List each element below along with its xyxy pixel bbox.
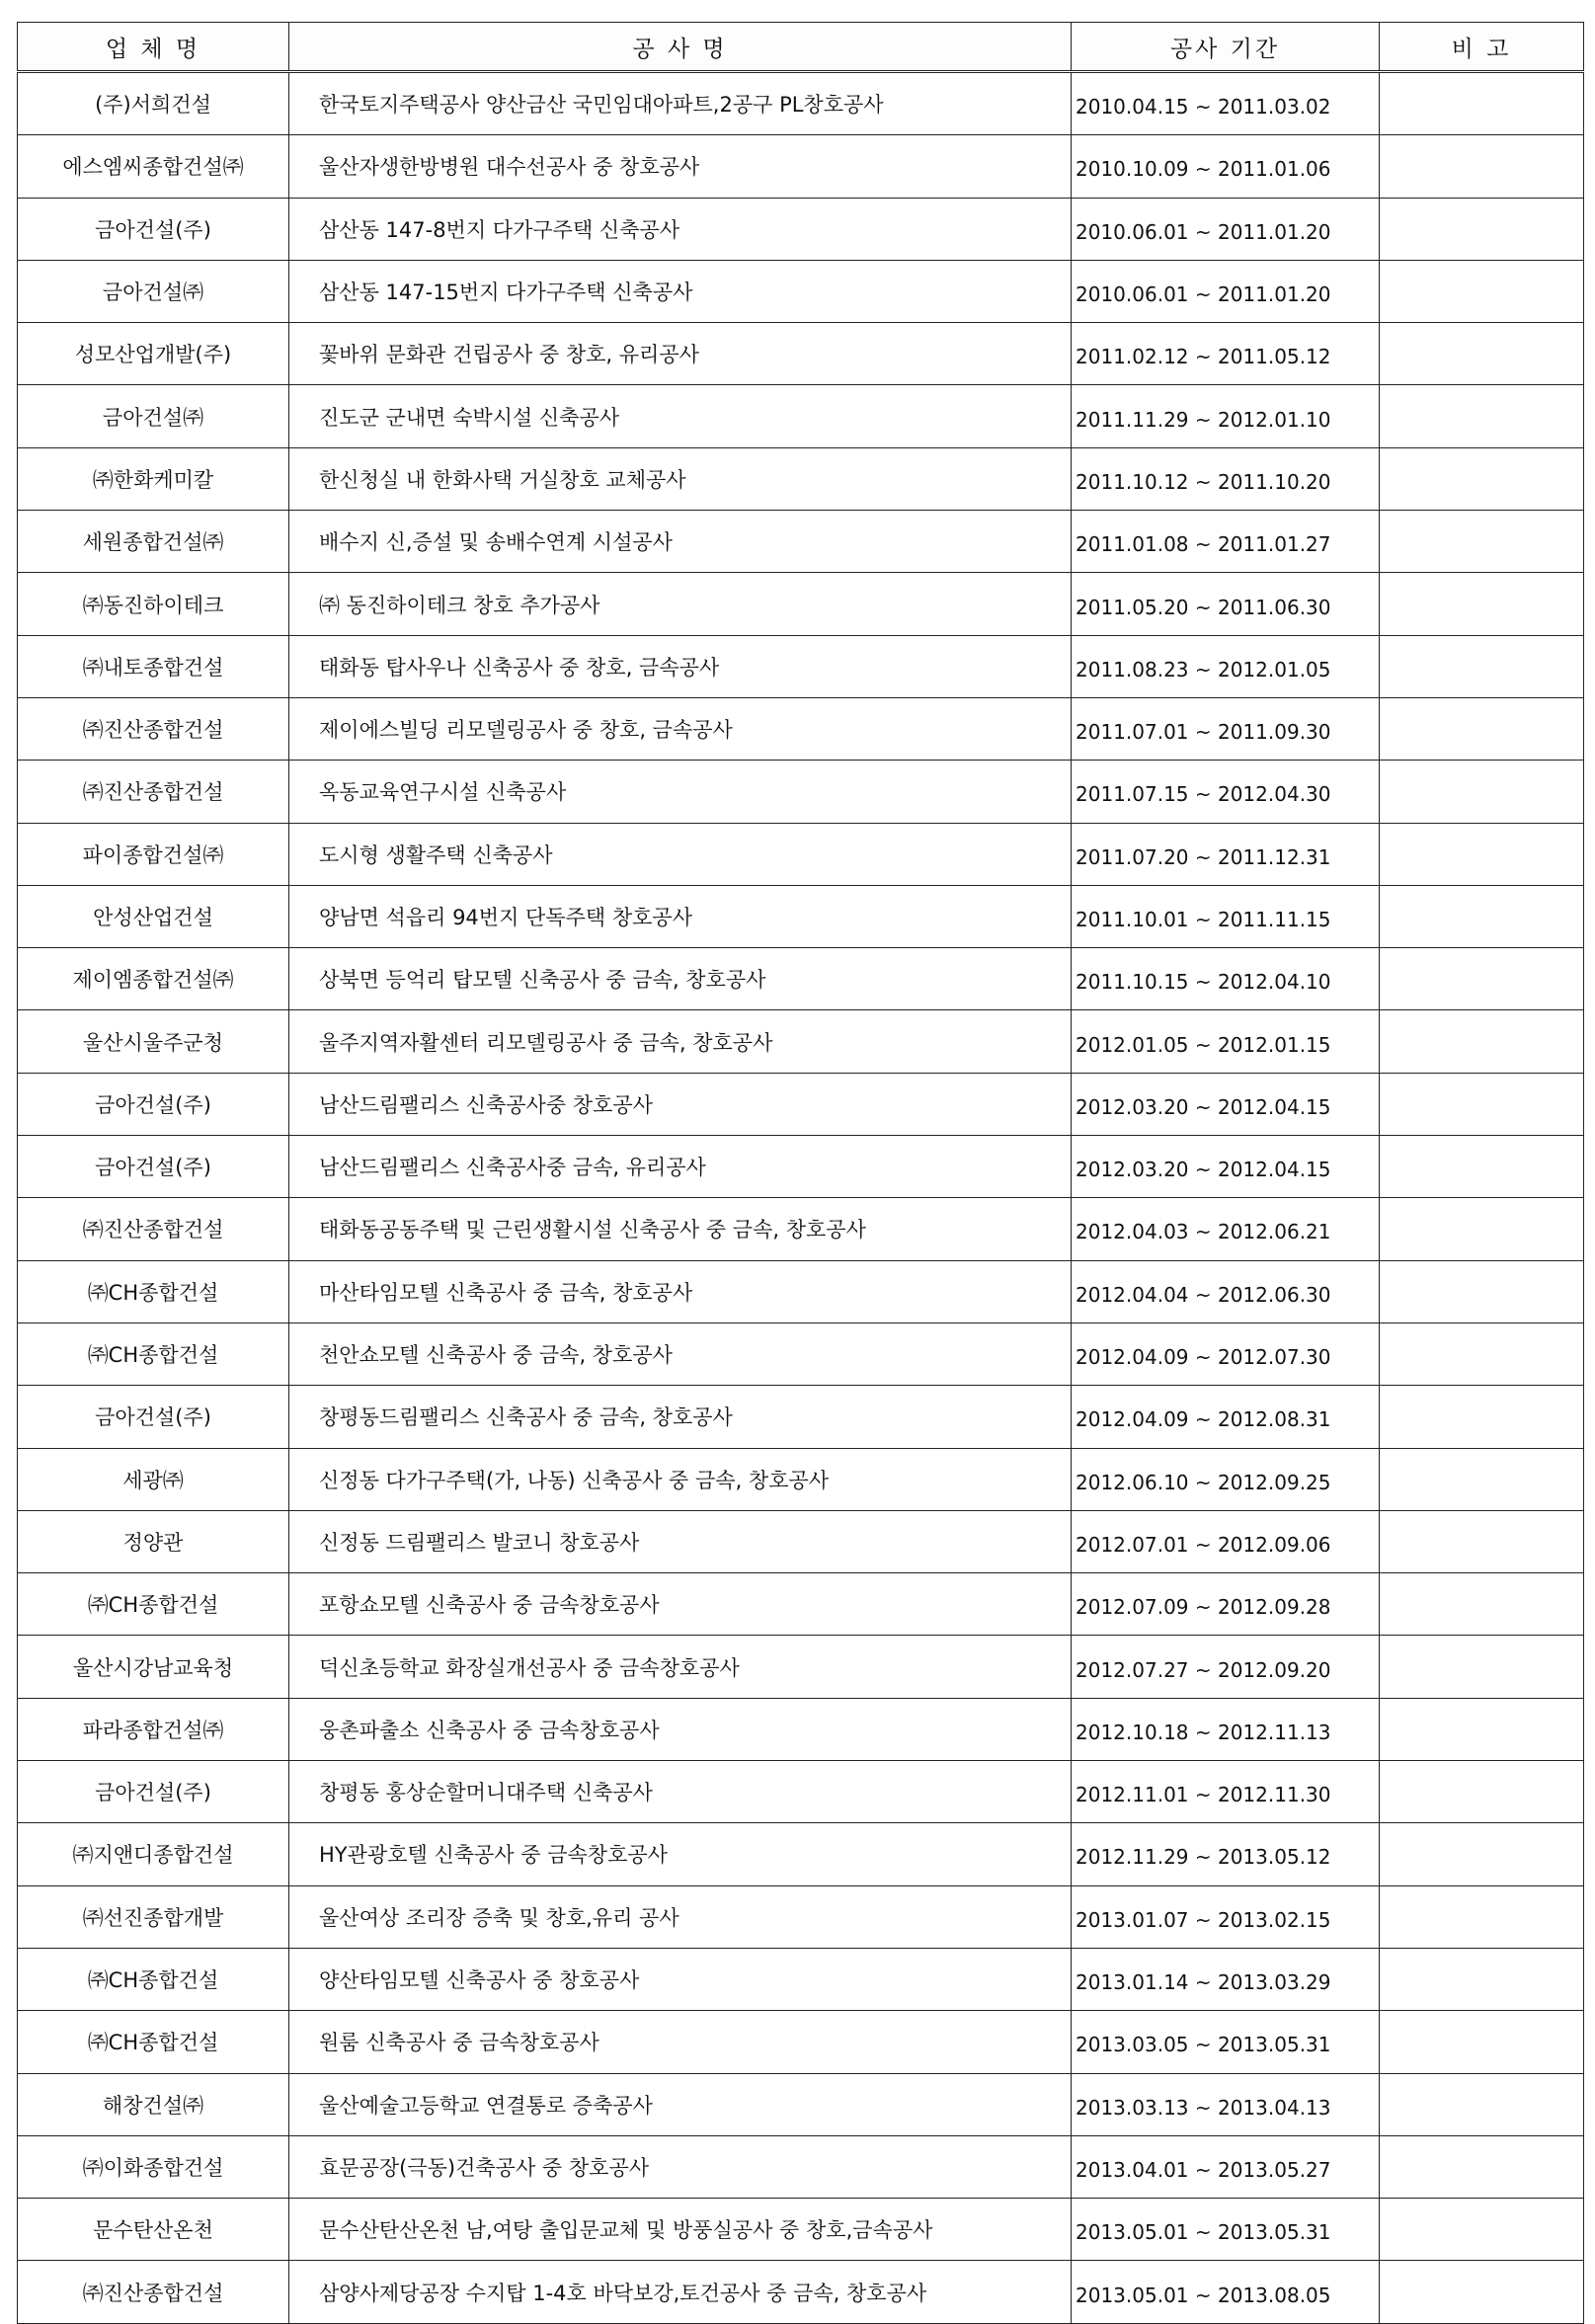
note-cell xyxy=(1380,697,1584,760)
company-cell: 정양관 xyxy=(18,1510,289,1572)
company-cell: 성모산업개발(주) xyxy=(18,323,289,385)
period-cell: 2012.07.27 ~ 2012.09.20 xyxy=(1072,1636,1380,1698)
company-cell: ㈜진산종합건설 xyxy=(18,761,289,823)
project-cell: HY관광호텔 신축공사 중 금속창호공사 xyxy=(289,1823,1072,1885)
note-cell xyxy=(1380,2199,1584,2261)
period-cell: 2012.03.20 ~ 2012.04.15 xyxy=(1072,1073,1380,1135)
table-row xyxy=(18,1885,1584,1948)
project-cell: 배수지 신,증설 및 송배수연계 시설공사 xyxy=(289,511,1072,573)
table-row xyxy=(18,697,1584,760)
column-header-period: 공사 기간 xyxy=(1072,23,1380,72)
project-cell: 울산자생한방병원 대수선공사 중 창호공사 xyxy=(289,135,1072,198)
note-cell xyxy=(1380,1010,1584,1073)
project-cell: 상북면 등억리 탑모텔 신축공사 중 금속, 창호공사 xyxy=(289,948,1072,1010)
project-cell: 양산타임모텔 신축공사 중 창호공사 xyxy=(289,1948,1072,2010)
note-cell xyxy=(1380,198,1584,260)
project-cell: 한신청실 내 한화사택 거실창호 교체공사 xyxy=(289,447,1072,510)
company-cell: 금아건설㈜ xyxy=(18,385,289,447)
project-cell: 신정동 드림팰리스 발코니 창호공사 xyxy=(289,1510,1072,1572)
note-cell xyxy=(1380,135,1584,198)
note-cell xyxy=(1380,1698,1584,1760)
company-cell: 세광㈜ xyxy=(18,1448,289,1510)
project-cell: 문수산탄산온천 남,여탕 출입문교체 및 방풍실공사 중 창호,금속공사 xyxy=(289,2199,1072,2261)
table-row xyxy=(18,1198,1584,1260)
period-cell: 2011.05.20 ~ 2011.06.30 xyxy=(1072,573,1380,635)
table-row xyxy=(18,2199,1584,2261)
note-cell xyxy=(1380,1073,1584,1135)
column-header-company: 업 체 명 xyxy=(18,23,289,72)
note-cell xyxy=(1380,2073,1584,2135)
table-row xyxy=(18,72,1584,135)
period-cell: 2012.07.01 ~ 2012.09.06 xyxy=(1072,1510,1380,1572)
table-row xyxy=(18,635,1584,697)
company-cell: 에스엠씨종합건설㈜ xyxy=(18,135,289,198)
company-cell: ㈜진산종합건설 xyxy=(18,697,289,760)
project-cell: 태화동 탑사우나 신축공사 중 창호, 금속공사 xyxy=(289,635,1072,697)
project-cell: 양남면 석읍리 94번지 단독주택 창호공사 xyxy=(289,885,1072,947)
project-cell: 옥동교육연구시설 신축공사 xyxy=(289,761,1072,823)
project-cell: 진도군 군내면 숙박시설 신축공사 xyxy=(289,385,1072,447)
note-cell xyxy=(1380,1386,1584,1448)
table-row xyxy=(18,1510,1584,1572)
company-cell: 파라종합건설㈜ xyxy=(18,1698,289,1760)
table-row xyxy=(18,2073,1584,2135)
note-cell xyxy=(1380,1948,1584,2010)
column-header-note: 비 고 xyxy=(1380,23,1584,72)
table-row xyxy=(18,511,1584,573)
table-row xyxy=(18,135,1584,198)
note-cell xyxy=(1380,2135,1584,2198)
period-cell: 2011.10.01 ~ 2011.11.15 xyxy=(1072,885,1380,947)
note-cell xyxy=(1380,1260,1584,1322)
project-cell: 울주지역자활센터 리모델링공사 중 금속, 창호공사 xyxy=(289,1010,1072,1073)
company-cell: 울산시강남교육청 xyxy=(18,1636,289,1698)
project-cell: 울산예술고등학교 연결통로 증축공사 xyxy=(289,2073,1072,2135)
note-cell xyxy=(1380,1573,1584,1636)
company-cell: 금아건설(주) xyxy=(18,1136,289,1198)
table-row xyxy=(18,1322,1584,1385)
period-cell: 2011.07.20 ~ 2011.12.31 xyxy=(1072,823,1380,885)
company-cell: ㈜CH종합건설 xyxy=(18,1260,289,1322)
table-row xyxy=(18,948,1584,1010)
period-cell: 2012.04.09 ~ 2012.07.30 xyxy=(1072,1322,1380,1385)
table-row xyxy=(18,761,1584,823)
period-cell: 2013.04.01 ~ 2013.05.27 xyxy=(1072,2135,1380,2198)
company-cell: ㈜한화케미칼 xyxy=(18,447,289,510)
period-cell: 2011.01.08 ~ 2011.01.27 xyxy=(1072,511,1380,573)
header-row xyxy=(18,23,1584,72)
company-cell: 울산시울주군청 xyxy=(18,1010,289,1073)
period-cell: 2013.05.01 ~ 2013.08.05 xyxy=(1072,2261,1380,2323)
table-row xyxy=(18,323,1584,385)
company-cell: 금아건설(주) xyxy=(18,198,289,260)
period-cell: 2011.10.15 ~ 2012.04.10 xyxy=(1072,948,1380,1010)
company-cell: 제이엠종합건설㈜ xyxy=(18,948,289,1010)
period-cell: 2012.01.05 ~ 2012.01.15 xyxy=(1072,1010,1380,1073)
table-row xyxy=(18,1698,1584,1760)
company-cell: ㈜진산종합건설 xyxy=(18,1198,289,1260)
construction-record-table xyxy=(17,22,1584,2324)
table-row xyxy=(18,1448,1584,1510)
project-cell: 삼양사제당공장 수지탑 1-4호 바닥보강,토건공사 중 금속, 창호공사 xyxy=(289,2261,1072,2323)
period-cell: 2012.11.29 ~ 2013.05.12 xyxy=(1072,1823,1380,1885)
company-cell: 해창건설㈜ xyxy=(18,2073,289,2135)
note-cell xyxy=(1380,761,1584,823)
note-cell xyxy=(1380,948,1584,1010)
period-cell: 2010.10.09 ~ 2011.01.06 xyxy=(1072,135,1380,198)
project-cell: 한국토지주택공사 양산금산 국민임대아파트,2공구 PL창호공사 xyxy=(289,72,1072,135)
company-cell: ㈜내토종합건설 xyxy=(18,635,289,697)
period-cell: 2010.06.01 ~ 2011.01.20 xyxy=(1072,198,1380,260)
table-row xyxy=(18,2135,1584,2198)
period-cell: 2012.10.18 ~ 2012.11.13 xyxy=(1072,1698,1380,1760)
table-row xyxy=(18,2011,1584,2073)
period-cell: 2011.11.29 ~ 2012.01.10 xyxy=(1072,385,1380,447)
period-cell: 2012.03.20 ~ 2012.04.15 xyxy=(1072,1136,1380,1198)
period-cell: 2013.05.01 ~ 2013.05.31 xyxy=(1072,2199,1380,2261)
project-cell: 남산드림팰리스 신축공사중 창호공사 xyxy=(289,1073,1072,1135)
project-cell: 원룸 신축공사 중 금속창호공사 xyxy=(289,2011,1072,2073)
project-cell: 신정동 다가구주택(가, 나동) 신축공사 중 금속, 창호공사 xyxy=(289,1448,1072,1510)
period-cell: 2013.03.05 ~ 2013.05.31 xyxy=(1072,2011,1380,2073)
note-cell xyxy=(1380,1636,1584,1698)
period-cell: 2012.04.04 ~ 2012.06.30 xyxy=(1072,1260,1380,1322)
period-cell: 2011.08.23 ~ 2012.01.05 xyxy=(1072,635,1380,697)
company-cell: ㈜동진하이테크 xyxy=(18,573,289,635)
project-cell: 창평동드림팰리스 신축공사 중 금속, 창호공사 xyxy=(289,1386,1072,1448)
company-cell: 금아건설㈜ xyxy=(18,260,289,322)
project-cell: 마산타임모텔 신축공사 중 금속, 창호공사 xyxy=(289,1260,1072,1322)
period-cell: 2012.06.10 ~ 2012.09.25 xyxy=(1072,1448,1380,1510)
company-cell: ㈜CH종합건설 xyxy=(18,2011,289,2073)
company-cell: 금아건설(주) xyxy=(18,1073,289,1135)
note-cell xyxy=(1380,1136,1584,1198)
table-row xyxy=(18,385,1584,447)
table-row xyxy=(18,823,1584,885)
project-cell: 태화동공동주택 및 근린생활시설 신축공사 중 금속, 창호공사 xyxy=(289,1198,1072,1260)
column-header-project: 공 사 명 xyxy=(289,23,1072,72)
project-cell: 꽃바위 문화관 건립공사 중 창호, 유리공사 xyxy=(289,323,1072,385)
note-cell xyxy=(1380,1322,1584,1385)
note-cell xyxy=(1380,72,1584,135)
period-cell: 2011.10.12 ~ 2011.10.20 xyxy=(1072,447,1380,510)
company-cell: ㈜선진종합개발 xyxy=(18,1885,289,1948)
period-cell: 2013.01.07 ~ 2013.02.15 xyxy=(1072,1885,1380,1948)
period-cell: 2012.04.09 ~ 2012.08.31 xyxy=(1072,1386,1380,1448)
construction-record-sheet xyxy=(17,22,1583,2324)
company-cell: (주)서희건설 xyxy=(18,72,289,135)
period-cell: 2010.04.15 ~ 2011.03.02 xyxy=(1072,72,1380,135)
note-cell xyxy=(1380,635,1584,697)
note-cell xyxy=(1380,823,1584,885)
note-cell xyxy=(1380,2261,1584,2323)
note-cell xyxy=(1380,447,1584,510)
project-cell: 웅촌파출소 신축공사 중 금속창호공사 xyxy=(289,1698,1072,1760)
note-cell xyxy=(1380,1885,1584,1948)
table-row xyxy=(18,2261,1584,2323)
table-row xyxy=(18,1386,1584,1448)
company-cell: ㈜CH종합건설 xyxy=(18,1322,289,1385)
project-cell: 포항쇼모텔 신축공사 중 금속창호공사 xyxy=(289,1573,1072,1636)
table-row xyxy=(18,1948,1584,2010)
company-cell: 세원종합건설㈜ xyxy=(18,511,289,573)
period-cell: 2011.07.01 ~ 2011.09.30 xyxy=(1072,697,1380,760)
note-cell xyxy=(1380,385,1584,447)
company-cell: 금아건설(주) xyxy=(18,1761,289,1823)
period-cell: 2011.02.12 ~ 2011.05.12 xyxy=(1072,323,1380,385)
table-row xyxy=(18,573,1584,635)
period-cell: 2011.07.15 ~ 2012.04.30 xyxy=(1072,761,1380,823)
note-cell xyxy=(1380,1510,1584,1572)
period-cell: 2013.03.13 ~ 2013.04.13 xyxy=(1072,2073,1380,2135)
table-header xyxy=(18,23,1584,72)
table-row xyxy=(18,885,1584,947)
note-cell xyxy=(1380,323,1584,385)
period-cell: 2013.01.14 ~ 2013.03.29 xyxy=(1072,1948,1380,2010)
table-row xyxy=(18,447,1584,510)
period-cell: 2012.11.01 ~ 2012.11.30 xyxy=(1072,1761,1380,1823)
project-cell: 삼산동 147-15번지 다가구주택 신축공사 xyxy=(289,260,1072,322)
table-row xyxy=(18,1823,1584,1885)
company-cell: ㈜지앤디종합건설 xyxy=(18,1823,289,1885)
company-cell: ㈜진산종합건설 xyxy=(18,2261,289,2323)
table-row xyxy=(18,1636,1584,1698)
company-cell: 금아건설(주) xyxy=(18,1386,289,1448)
project-cell: 제이에스빌딩 리모델링공사 중 창호, 금속공사 xyxy=(289,697,1072,760)
note-cell xyxy=(1380,885,1584,947)
note-cell xyxy=(1380,1823,1584,1885)
table-row xyxy=(18,1010,1584,1073)
table-row xyxy=(18,1761,1584,1823)
table-row xyxy=(18,1073,1584,1135)
company-cell: ㈜CH종합건설 xyxy=(18,1948,289,2010)
note-cell xyxy=(1380,260,1584,322)
note-cell xyxy=(1380,2011,1584,2073)
table-row xyxy=(18,198,1584,260)
table-row xyxy=(18,1136,1584,1198)
project-cell: 천안쇼모텔 신축공사 중 금속, 창호공사 xyxy=(289,1322,1072,1385)
period-cell: 2010.06.01 ~ 2011.01.20 xyxy=(1072,260,1380,322)
company-cell: 파이종합건설㈜ xyxy=(18,823,289,885)
table-row xyxy=(18,1573,1584,1636)
company-cell: 안성산업건설 xyxy=(18,885,289,947)
project-cell: 창평동 홍상순할머니대주택 신축공사 xyxy=(289,1761,1072,1823)
note-cell xyxy=(1380,1761,1584,1823)
table-row xyxy=(18,1260,1584,1322)
period-cell: 2012.04.03 ~ 2012.06.21 xyxy=(1072,1198,1380,1260)
project-cell: 도시형 생활주택 신축공사 xyxy=(289,823,1072,885)
project-cell: 울산여상 조리장 증축 및 창호,유리 공사 xyxy=(289,1885,1072,1948)
project-cell: 삼산동 147-8번지 다가구주택 신축공사 xyxy=(289,198,1072,260)
note-cell xyxy=(1380,573,1584,635)
note-cell xyxy=(1380,1198,1584,1260)
project-cell: ㈜ 동진하이테크 창호 추가공사 xyxy=(289,573,1072,635)
project-cell: 덕신초등학교 화장실개선공사 중 금속창호공사 xyxy=(289,1636,1072,1698)
table-row xyxy=(18,260,1584,322)
company-cell: 문수탄산온천 xyxy=(18,2199,289,2261)
project-cell: 효문공장(극동)건축공사 중 창호공사 xyxy=(289,2135,1072,2198)
note-cell xyxy=(1380,1448,1584,1510)
company-cell: ㈜CH종합건설 xyxy=(18,1573,289,1636)
note-cell xyxy=(1380,511,1584,573)
company-cell: ㈜이화종합건설 xyxy=(18,2135,289,2198)
period-cell: 2012.07.09 ~ 2012.09.28 xyxy=(1072,1573,1380,1636)
project-cell: 남산드림팰리스 신축공사중 금속, 유리공사 xyxy=(289,1136,1072,1198)
table-body xyxy=(18,72,1584,2324)
